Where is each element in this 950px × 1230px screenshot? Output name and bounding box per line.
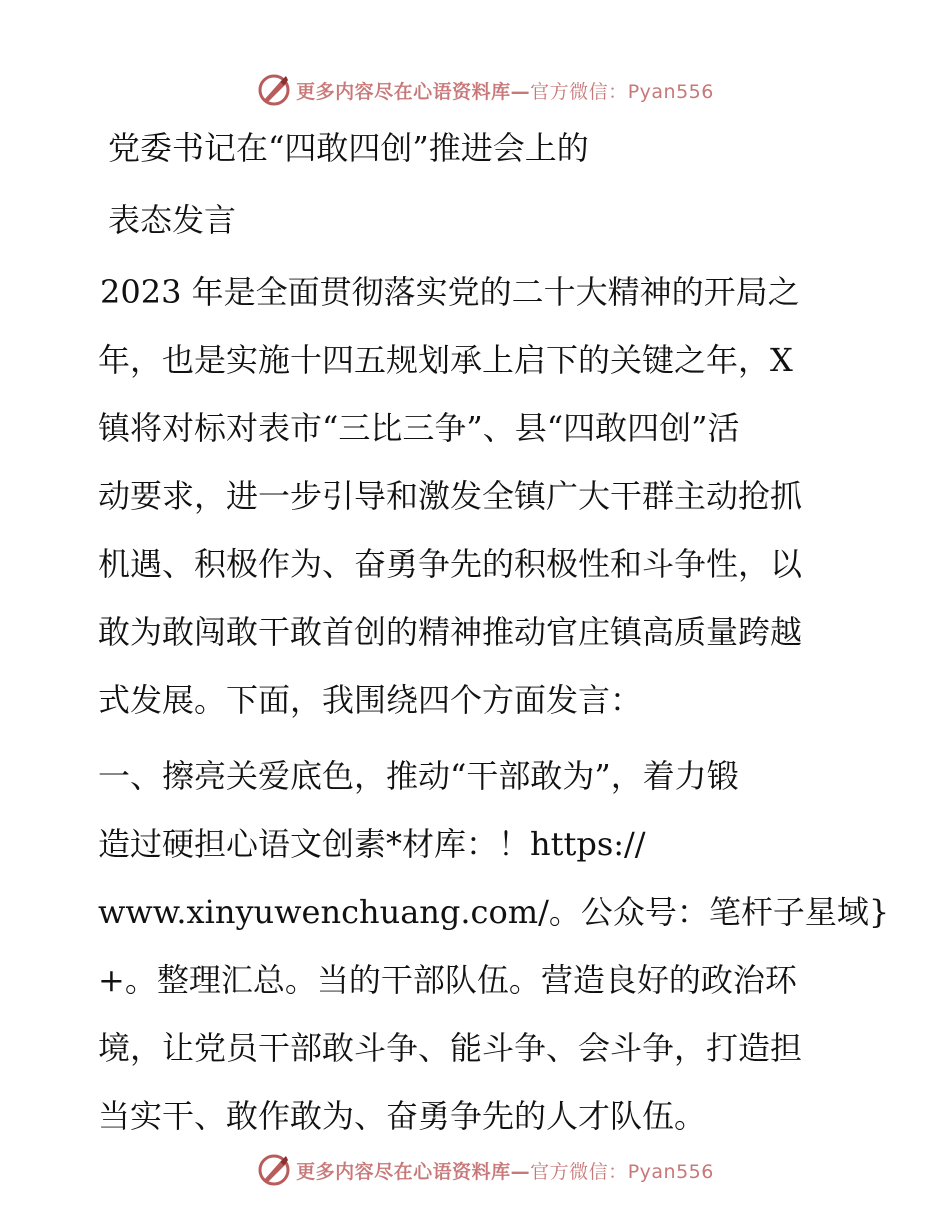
watermark-brand: 更多内容尽在心语资料库 xyxy=(296,80,511,103)
watermark-group xyxy=(256,72,714,108)
watermark-text-bottom xyxy=(296,1157,714,1184)
paragraph-1-line-1: 2023 年是全面贯彻落实党的二十大精神的开局之 xyxy=(100,273,800,311)
watermark-account-label: 官方微信： xyxy=(530,80,628,103)
paragraph-1-line-6: 敢为敢闯敢干敢首创的精神推动官庄镇高质量跨越 xyxy=(98,613,803,651)
header-watermark xyxy=(0,70,950,110)
paragraph-2-line-6: 当实干、敢作敢为、奋勇争先的人才队伍。 xyxy=(98,1097,707,1135)
document-title-line-2: 表态发言 xyxy=(108,201,237,239)
pen-logo-icon xyxy=(256,72,292,108)
watermark-separator-bottom: — xyxy=(510,1160,531,1183)
footer-watermark xyxy=(0,1150,950,1190)
paragraph-2-line-3: www.xinyuwenchuang.com/。公众号：笔杆子星域} xyxy=(98,893,890,931)
paragraph-2-line-5: 境，让党员干部敢斗争、能斗争、会斗争，打造担 xyxy=(98,1029,803,1067)
paragraph-2-line-4: +。整理汇总。当的干部队伍。营造良好的政治环 xyxy=(98,961,797,999)
paragraph-1-line-2: 年，也是实施十四五规划承上启下的关键之年，X xyxy=(98,341,793,379)
pen-logo-icon xyxy=(256,1152,292,1188)
watermark-account: Pyan556 xyxy=(627,80,714,103)
watermark-text xyxy=(296,77,714,104)
paragraph-1-line-5: 机遇、积极作为、奋勇争先的积极性和斗争性，以 xyxy=(98,545,803,583)
watermark-account-bottom: Pyan556 xyxy=(627,1160,714,1183)
paragraph-1-line-3: 镇将对标对表市“三比三争”、县“四敢四创”活 xyxy=(98,409,740,447)
paragraph-2-line-1: 一、擦亮关爱底色，推动“干部敢为”，着力锻 xyxy=(98,757,739,795)
paragraph-2-line-2: 造过硬担心语文创素*材库：！https:// xyxy=(98,825,646,863)
paragraph-1-line-4: 动要求，进一步引导和激发全镇广大干群主动抢抓 xyxy=(98,477,803,515)
paragraph-1-line-7: 式发展。下面，我围绕四个方面发言： xyxy=(98,681,643,719)
watermark-account-label-bottom: 官方微信： xyxy=(530,1160,628,1183)
watermark-brand-bottom: 更多内容尽在心语资料库 xyxy=(296,1160,511,1183)
document-title-line-1: 党委书记在“四敢四创”推进会上的 xyxy=(108,129,589,167)
watermark-separator: — xyxy=(510,80,531,103)
watermark-group-bottom xyxy=(256,1152,714,1188)
